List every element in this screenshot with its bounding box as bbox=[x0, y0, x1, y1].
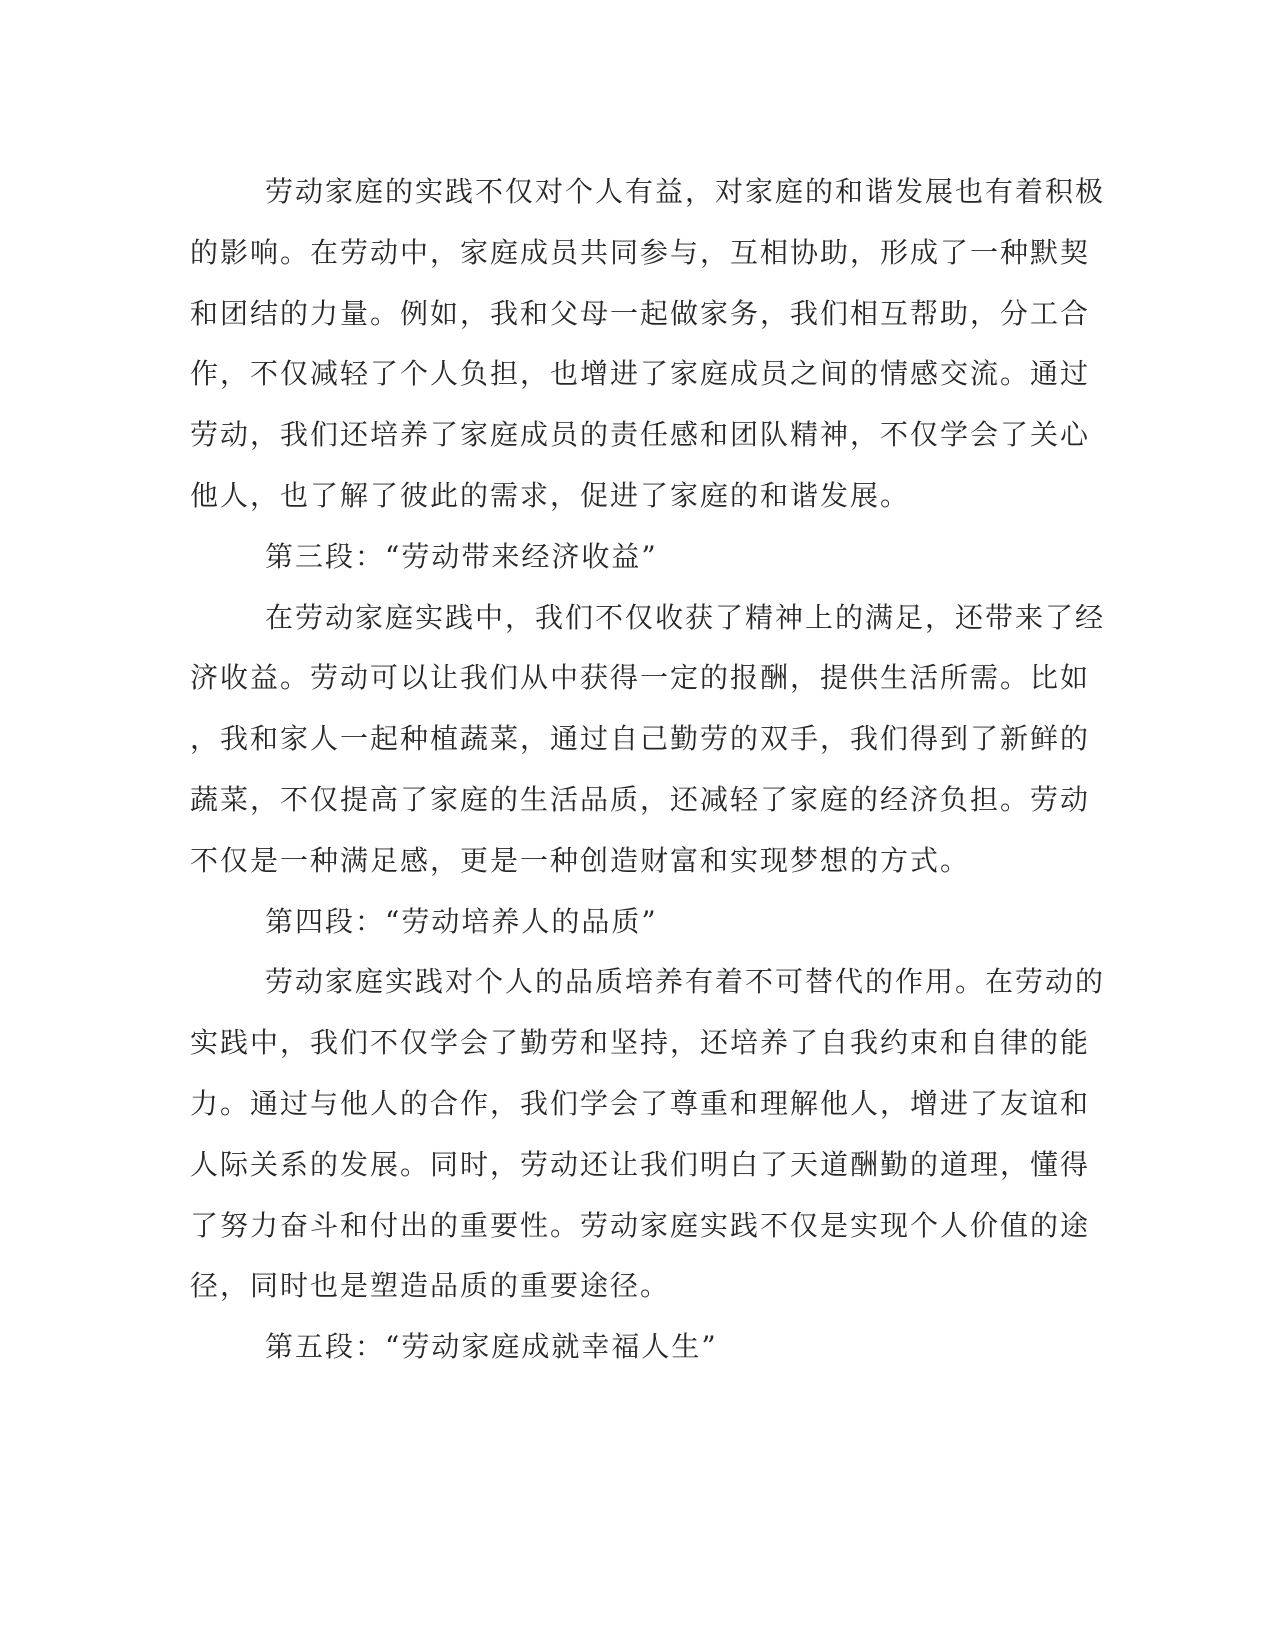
text-line: 劳动，我们还培养了家庭成员的责任感和团队精神，不仅学会了关心 bbox=[190, 418, 1091, 452]
text-line: 的影响。在劳动中，家庭成员共同参与，互相协助，形成了一种默契 bbox=[190, 235, 1091, 269]
section-heading: 第三段：“劳动带来经济收益” bbox=[265, 539, 658, 573]
text-line: 力。通过与他人的合作，我们学会了尊重和理解他人，增进了友谊和 bbox=[190, 1086, 1091, 1120]
text-line: 人际关系的发展。同时，劳动还让我们明白了天道酬勤的道理，懂得 bbox=[190, 1147, 1091, 1181]
text-line: ，我和家人一起种植蔬菜，通过自己勤劳的双手，我们得到了新鲜的 bbox=[190, 722, 1091, 756]
text-line: 劳动家庭实践对个人的品质培养有着不可替代的作用。在劳动的 bbox=[265, 965, 1106, 999]
text-line: 实践中，我们不仅学会了勤劳和坚持，还培养了自我约束和自律的能 bbox=[190, 1026, 1091, 1060]
text-line: 蔬菜，不仅提高了家庭的生活品质，还减轻了家庭的经济负担。劳动 bbox=[190, 782, 1091, 816]
section-heading: 第五段：“劳动家庭成就幸福人生” bbox=[265, 1330, 718, 1364]
text-line: 不仅是一种满足感，更是一种创造财富和实现梦想的方式。 bbox=[190, 843, 971, 877]
text-line: 劳动家庭的实践不仅对个人有益，对家庭的和谐发展也有着积极 bbox=[265, 175, 1106, 208]
text-line: 径，同时也是塑造品质的重要途径。 bbox=[190, 1269, 671, 1303]
text-line: 了努力奋斗和付出的重要性。劳动家庭实践不仅是实现个人价值的途 bbox=[190, 1208, 1091, 1242]
text-line: 在劳动家庭实践中，我们不仅收获了精神上的满足，还带来了经 bbox=[265, 600, 1106, 634]
body-text bbox=[190, 162, 1106, 1378]
text-line: 他人，也了解了彼此的需求，促进了家庭的和谐发展。 bbox=[190, 478, 911, 512]
section-heading: 第四段：“劳动培养人的品质” bbox=[265, 904, 658, 938]
text-line: 济收益。劳动可以让我们从中获得一定的报酬，提供生活所需。比如 bbox=[190, 661, 1091, 695]
text-line: 和团结的力量。例如，我和父母一起做家务，我们相互帮助，分工合 bbox=[190, 296, 1091, 330]
text-line: 作，不仅减轻了个人负担，也增进了家庭成员之间的情感交流。通过 bbox=[190, 357, 1091, 391]
